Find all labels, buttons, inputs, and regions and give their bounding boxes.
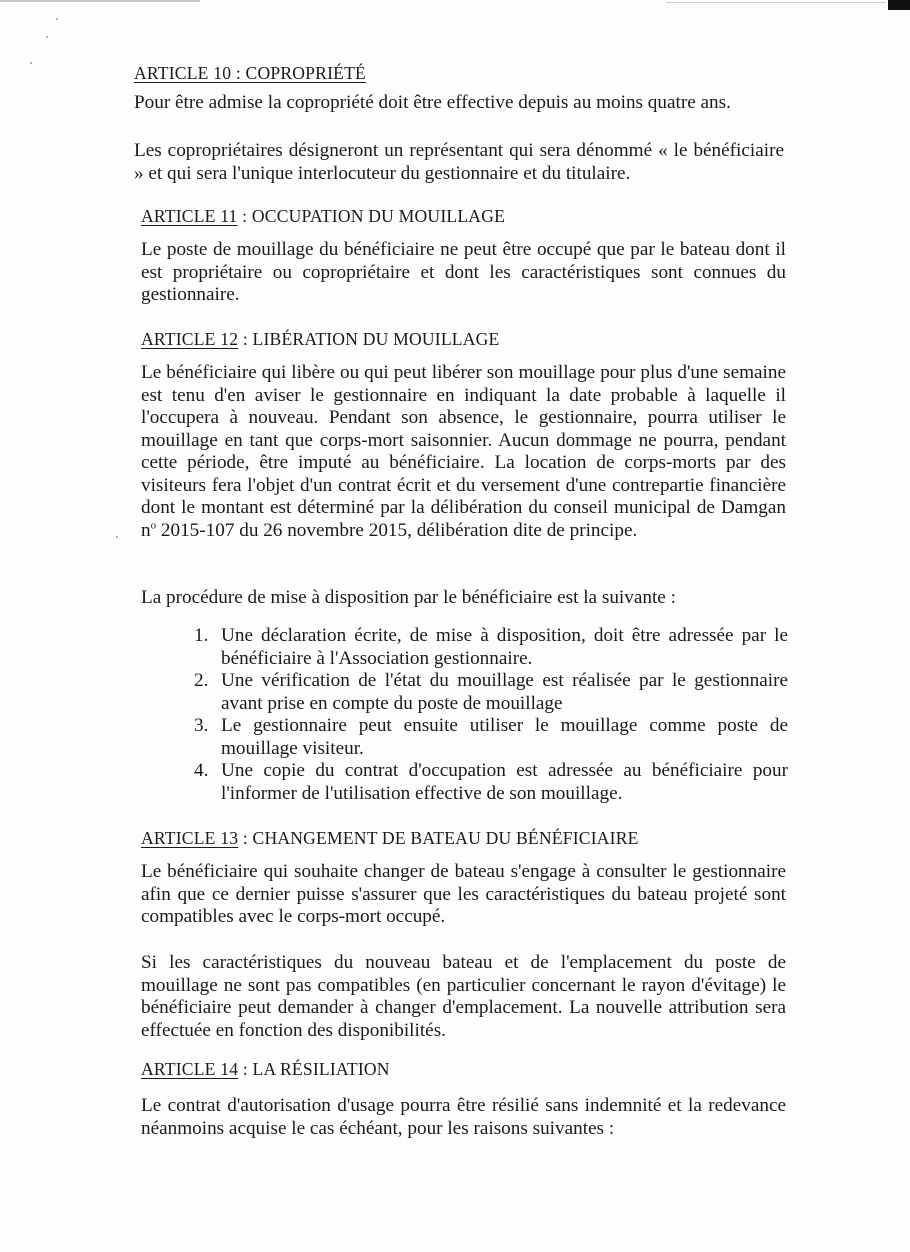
list-item-text: Une vérification de l'état du mouillage est réalisée par le gestionnaire avant prise en compte du poste de mouillage	[221, 670, 788, 714]
list-item-text: Le gestionnaire peut ensuite utiliser le mouillage comme poste de mouillage visiteur.	[221, 715, 788, 759]
article-13-paragraph-2: Si les caractéristiques du nouveau bateau et de l'emplacement du poste de mouillage ne sont pas compatibles (en particulier concernant le rayon d'évitage) le bénéficiaire peut demander à changer d'emplacement. La nouvelle attribution sera effectuée en fonction des disponibilités.	[141, 952, 786, 1041]
article-10-paragraph-1: Pour être admise la copropriété doit être effective depuis au moins quatre ans.	[134, 92, 731, 113]
article-12-paragraph-1	[141, 362, 786, 542]
article-11-label: ARTICLE 11	[141, 206, 238, 226]
article-13-label: ARTICLE 13	[141, 828, 239, 848]
article-10-title: : COPROPRIÉTÉ	[231, 63, 366, 83]
list-item-number: 2.	[194, 670, 209, 691]
article-11-paragraph-1: Le poste de mouillage du bénéficiaire ne peut être occupé que par le bateau dont il est propriétaire ou copropriétaire et dont les caractéristiques sont connues du gestionnaire.	[141, 239, 786, 305]
article-13-paragraph-1: Le bénéficiaire qui souhaite changer de bateau s'engage à consulter le gestionnaire afin que ce dernier puisse s'assurer que les caractéristiques du bateau projeté sont compatibles avec le corps-mort occupé.	[141, 861, 786, 927]
list-item	[190, 715, 788, 760]
list-item	[190, 760, 788, 805]
article-12-paragraph-2: La procédure de mise à disposition par le bénéficiaire est la suivante :	[141, 587, 676, 608]
article-14-title: : LA RÉSILIATION	[238, 1059, 390, 1079]
article-12-number-sign: o	[150, 519, 157, 532]
list-item	[190, 670, 788, 715]
article-12-paragraph-1-text: Le bénéficiaire qui libère ou qui peut libérer son mouillage pour plus d'une semaine est tenu d'en aviser le gestionnaire en indiquant la date probable à laquelle il l'occupera à nouveau. Pendant son absence, le gestionnaire, pourra utiliser le mouillage en tant que corps-mort saisonnier. Aucun dommage ne pourra, pendant cette période, être imputé au bénéficiaire. La location de corps-morts par des visiteurs fera l'objet d'un contrat écrit et du versement d'une contrepartie financière dont le montant est déterminé par la délibération du conseil municipal de Damgan n	[141, 362, 786, 541]
list-item	[190, 625, 788, 670]
article-13-title: : CHANGEMENT DE BATEAU DU BÉNÉFICIAIRE	[238, 828, 639, 848]
list-item-number: 4.	[194, 760, 209, 781]
article-12-procedure-list	[190, 625, 788, 805]
article-14-paragraph-1: Le contrat d'autorisation d'usage pourra être résilié sans indemnité et la redevance néanmoins acquise le cas échéant, pour les raisons suivantes :	[141, 1095, 786, 1139]
article-10-label: ARTICLE 10	[134, 63, 232, 83]
article-11-heading	[141, 205, 505, 227]
list-item-text: Une déclaration écrite, de mise à disposition, doit être adressée par le bénéficiaire à l'Association gestionnaire.	[221, 625, 788, 669]
article-12-label: ARTICLE 12	[141, 329, 239, 349]
article-14-label: ARTICLE 14	[141, 1059, 239, 1079]
article-14-heading	[141, 1058, 390, 1080]
list-item-number: 1.	[194, 625, 209, 646]
article-10-heading	[134, 62, 366, 84]
article-12-title: : LIBÉRATION DU MOUILLAGE	[238, 329, 500, 349]
list-item-text: Une copie du contrat d'occupation est adressée au bénéficiaire pour l'informer de l'utilisation effective de son mouillage.	[221, 760, 788, 804]
list-item-number: 3.	[194, 715, 209, 736]
article-13-heading	[141, 827, 639, 849]
article-10-paragraph-2: Les copropriétaires désigneront un représentant qui sera dénommé « le bénéficiaire » et qui sera l'unique interlocuteur du gestionnaire et du titulaire.	[134, 140, 784, 184]
article-12-paragraph-1-text-end: 2015-107 du 26 novembre 2015, délibération dite de principe.	[156, 519, 638, 541]
article-11-title: : OCCUPATION DU MOUILLAGE	[237, 206, 506, 226]
article-12-heading	[141, 328, 499, 350]
